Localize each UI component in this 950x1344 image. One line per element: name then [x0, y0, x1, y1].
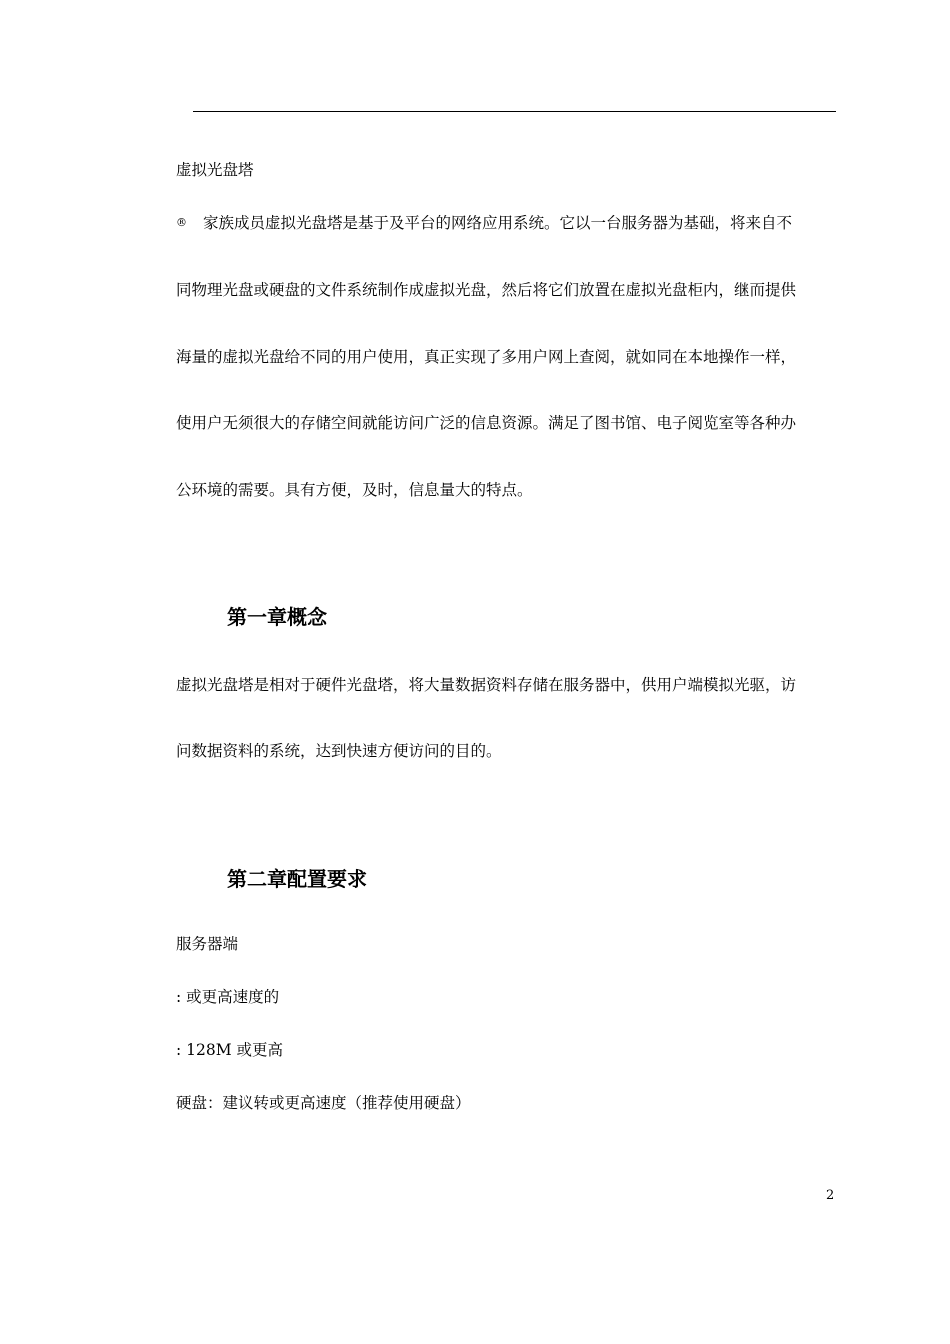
intro-line-4: 使用户无须很大的存储空间就能访问广泛的信息资源。满足了图书馆、电子阅览室等各种办: [176, 414, 797, 432]
chapter2-line-4: 硬盘：建议转或更高速度（推荐使用硬盘）: [176, 1094, 471, 1112]
chapter1-line-1: 虚拟光盘塔是相对于硬件光盘塔，将大量数据资料存储在服务器中，供用户端模拟光驱，访: [176, 676, 797, 694]
chapter2-title: 第二章配置要求: [227, 867, 367, 891]
page-number: 2: [826, 1188, 835, 1203]
header-title: 虚拟光盘塔: [176, 161, 254, 179]
intro-line-1: [176, 213, 856, 233]
chapter2-line-2: : 或更高速度的: [176, 988, 280, 1006]
header-rule: [193, 111, 836, 112]
intro-line-3: 海量的虚拟光盘给不同的用户使用，真正实现了多用户网上查阅，就如同在本地操作一样，: [176, 348, 797, 366]
registered-mark: ®: [176, 216, 187, 229]
chapter2-line-1: 服务器端: [176, 935, 239, 953]
intro-line-2: 同物理光盘或硬盘的文件系统制作成虚拟光盘，然后将它们放置在虚拟光盘柜内，继而提供: [176, 281, 797, 299]
chapter1-title: 第一章概念: [227, 605, 327, 629]
chapter1-line-2: 问数据资料的系统，达到快速方便访问的目的。: [176, 742, 502, 760]
intro-line-5: 公环境的需要。具有方便，及时，信息量大的特点。: [176, 481, 533, 499]
chapter2-line-3: : 128M 或更高: [176, 1041, 284, 1059]
intro-text-1: 家族成员虚拟光盘塔是基于及平台的网络应用系统。它以一台服务器为基础，将来自不: [203, 214, 793, 232]
